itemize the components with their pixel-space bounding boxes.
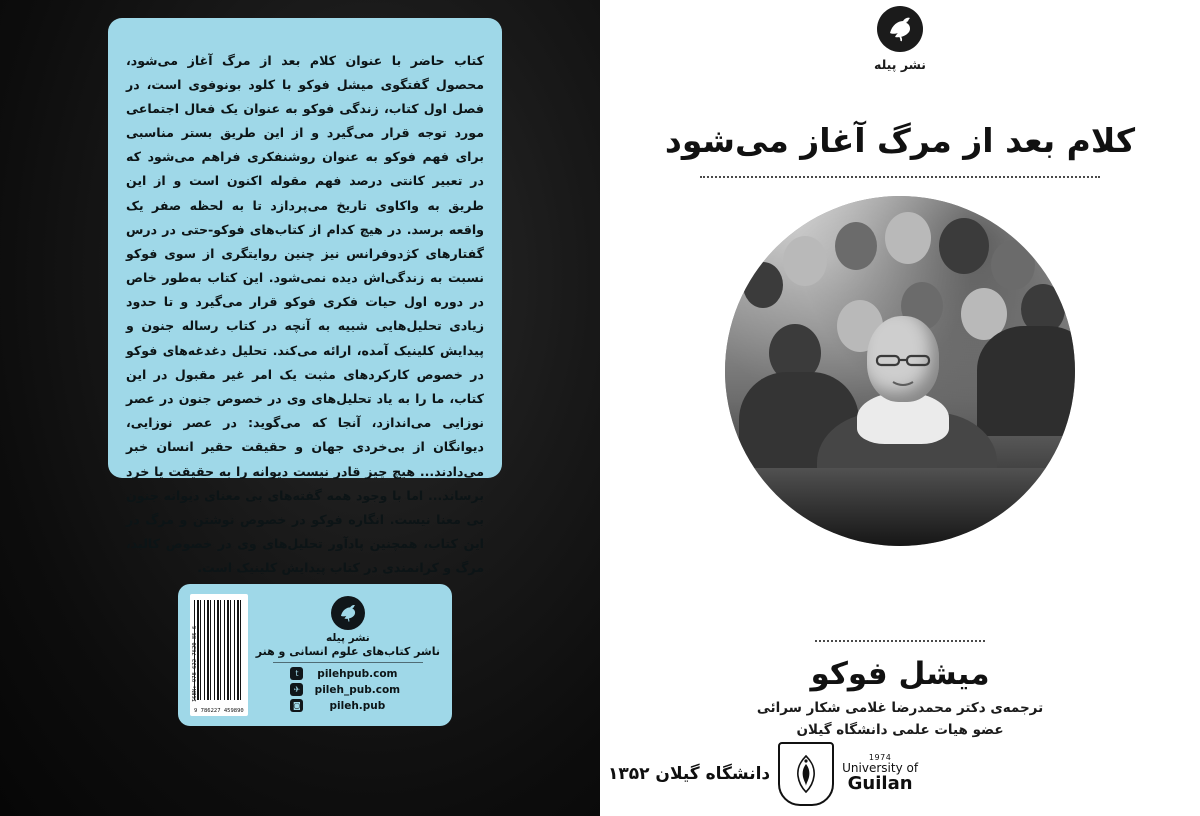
telegram-icon: ✈: [290, 683, 303, 696]
university-badge: [608, 742, 918, 806]
university-line2: Guilan: [847, 773, 913, 795]
page-title: کلام بعد از مرگ آغاز می‌شود: [664, 121, 1136, 161]
university-name-en: [842, 754, 918, 794]
instagram-icon: ◙: [290, 699, 303, 712]
guilan-university-emblem-icon: [778, 742, 834, 806]
social-link-instagram[interactable]: [290, 699, 405, 712]
translator-credit: ترجمه‌ی دکتر محمدرضا غلامی شکار سرائی: [756, 700, 1044, 716]
translator-affiliation: عضو هیات علمی دانشگاه گیلان: [796, 722, 1004, 738]
barcode: [190, 594, 248, 716]
lecture-desk: [725, 468, 1075, 546]
publisher-name: نشر پیله: [326, 632, 370, 644]
card-divider: [273, 662, 423, 663]
publisher-mark: [600, 6, 1200, 72]
university-line1: University of: [842, 761, 919, 776]
back-cover-blurb-text: کتاب حاضر با عنوان کلام بعد از مرگ آغاز می‌شود، محصول گفتگوی میشل فوکو با کلود بونوفوی است، در فصل اول کتاب، زندگی فوکو به عنوان یک فعال اجتماعی مورد توجه قرار می‌گیرد و از این طریق بستر مناسبی برای فهم فوکو به عنوان روشنفکری فراهم می‌شود که در تعبیر کانتی درصد فهم مقوله اکنون است و از این طریق به واکاوی تاریخ می‌پردازد تا به لحظه صفر یک واقعه برسد. در هیچ کدام از کتاب‌های فوکو-حتی در درس گفتارهای کژدوفرانس نیز چنین روایتگری از سوی فوکو نسبت به زندگی‌اش دیده نمی‌شود. این کتاب به‌طور خاص در دوره اول حیات فکری فوکو قرار می‌گیرد و تا حدود زیادی تحلیل‌هایی شبیه به آنچه در کتاب رساله جنون و پیدایش کلینیک آمده، ارائه می‌کند. تحلیل دغدغه‌های فوکو در خصوص کارکردهای مثبت یک امر غیر مقبول در این کتاب، ما را به یاد تحلیل‌های وی در خصوص جنون در عصر نوزایی می‌اندازد، آنجا که می‌گوید: در عصر نوزایی، دیوانگان از بی‌خردی جهان و حقیقت حقیر انسان خبر می‌دادند... هیچ چیز قادر نیست دیوانه را به حقیقت یا خرد برساند... اما با وجود همه گفته‌های بی معنای دیوانه جنون بی معنا نیست. انگاره فوکو در خصوص نوشتن و مرگ در این کتاب، همچنین پاد‌آور تحلیل‌های وی در خصوص کالبد، مرگ و کرانمندی در کتاب پیدایش کلینیک است.: [126, 52, 484, 576]
twitter-icon: t: [290, 667, 303, 680]
publisher-info-card: [178, 584, 452, 726]
back-cover-blurb-card: [108, 18, 502, 576]
barcode-number: 9 786227 459890: [194, 708, 244, 714]
publisher-info-main: [256, 594, 440, 716]
social-handle: pileh.pub: [329, 699, 386, 712]
social-handle: pilehpub.com: [317, 667, 398, 680]
pegasus-logo-icon: [331, 596, 365, 630]
publisher-name: نشر پیله: [873, 57, 927, 72]
author-name: میشل فوکو: [810, 656, 990, 692]
social-link-telegram[interactable]: [290, 683, 405, 696]
front-cover: [600, 0, 1200, 816]
social-links: [290, 667, 405, 712]
university-established: 1974: [868, 753, 892, 763]
publisher-tagline: ناشر کتاب‌های علوم انسانی و هنر: [255, 645, 440, 658]
cover-portrait: [725, 196, 1075, 546]
barcode-bars: [194, 600, 244, 700]
pegasus-logo-icon: [877, 6, 923, 52]
divider-bottom: [815, 640, 985, 644]
university-name-fa: دانشگاه گیلان ۱۳۵۲: [608, 764, 771, 784]
isbn-text: ISBN: 978-622-7620-85-6: [192, 625, 198, 702]
figure-head: [867, 316, 939, 402]
portrait-photo: [725, 196, 1075, 546]
divider-top: [700, 176, 1100, 180]
social-handle: pileh_pub.com: [314, 683, 401, 696]
social-link-twitter[interactable]: [290, 667, 405, 680]
